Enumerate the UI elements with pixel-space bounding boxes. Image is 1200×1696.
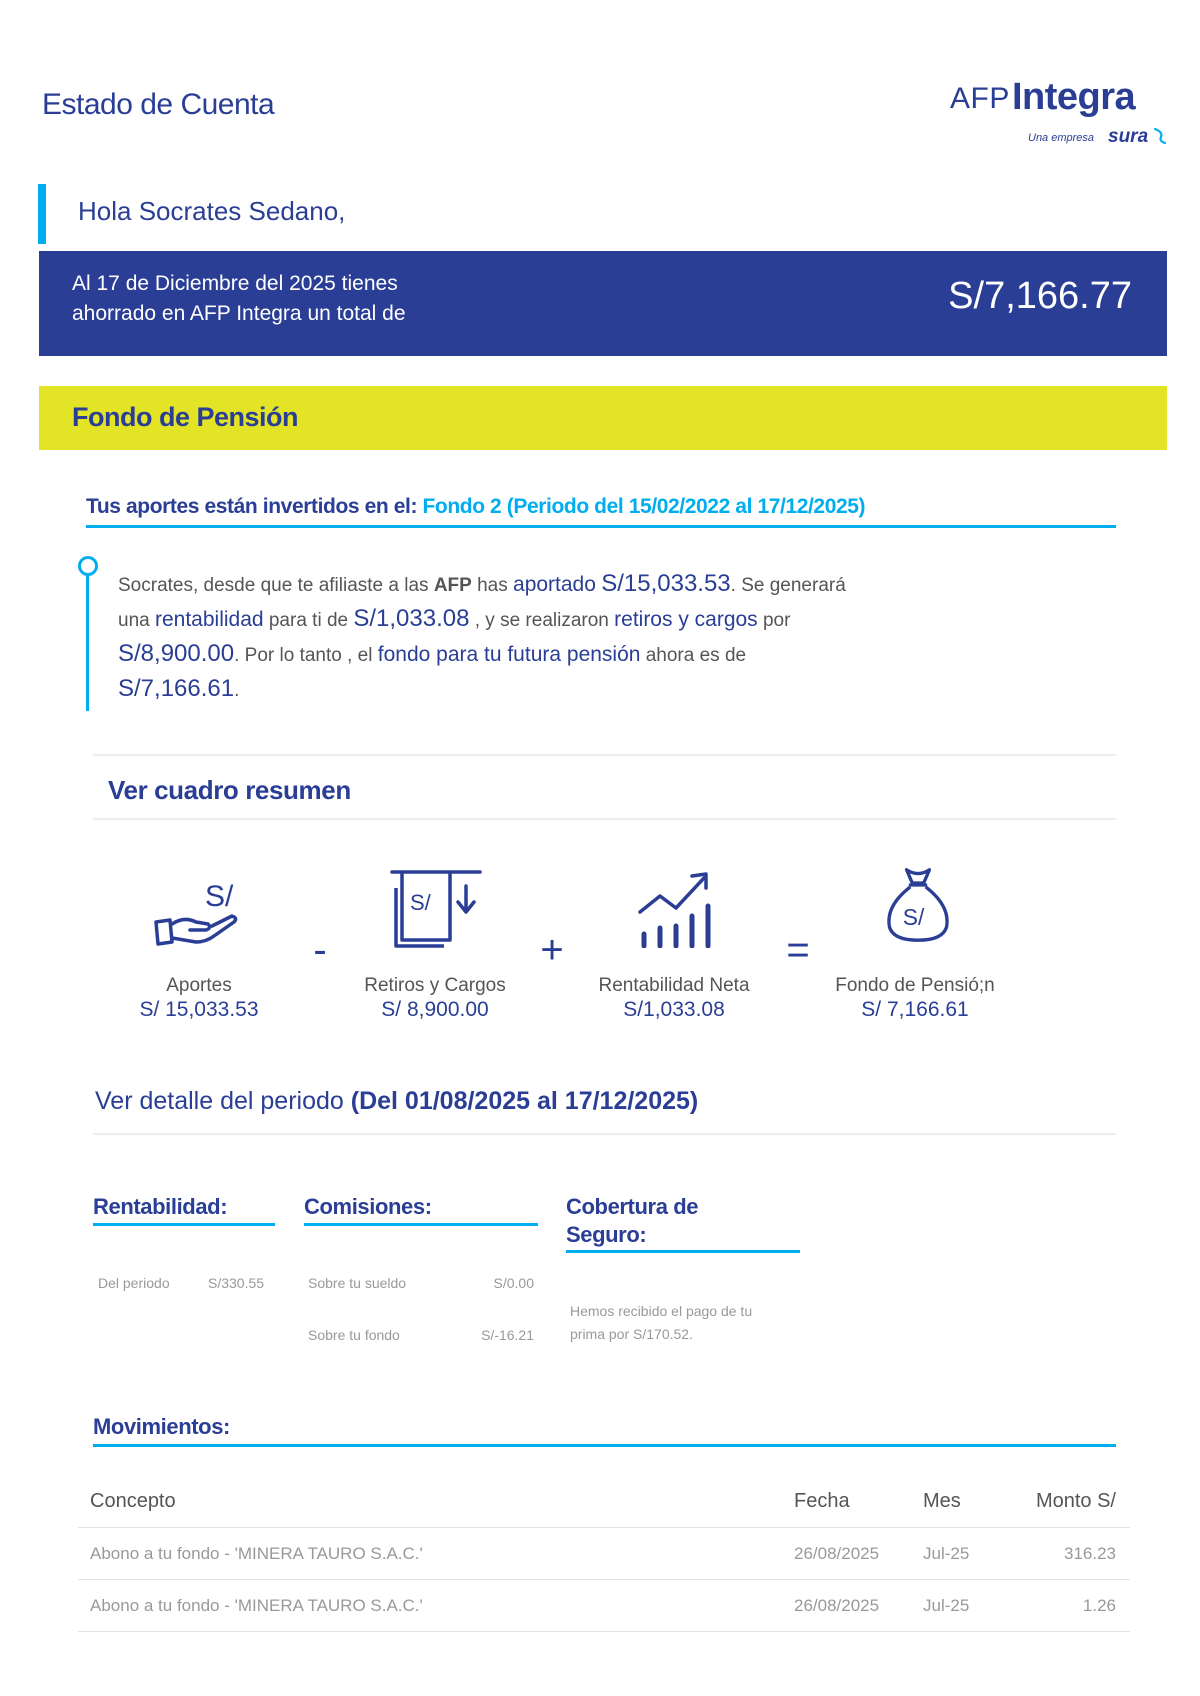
rentabilidad-label: Del periodo [98, 1275, 170, 1291]
narr-keyword: aportado [513, 573, 596, 596]
cell-mes: Jul-25 [923, 1544, 970, 1563]
summary-title-link[interactable]: Ver cuadro resumen [108, 775, 351, 805]
seguro-title [566, 1193, 698, 1249]
narrative-line-2 [118, 601, 1068, 638]
separator [93, 818, 1116, 820]
narr-amount-fondo: S/7,166.61 [118, 675, 235, 702]
investment-fund-line [86, 495, 865, 519]
icon-currency-text: S/ [205, 880, 234, 913]
balance-text-line1: Al 17 de Diciembre del 2025 tienes [72, 272, 398, 295]
summary-label-aportes: Aportes [166, 975, 232, 996]
narrative-line-3 [118, 636, 1068, 673]
equals-operator: = [786, 928, 810, 972]
movimientos-underline [93, 1444, 1116, 1447]
page-title: Estado de Cuenta [42, 88, 275, 121]
narr-text: una [118, 610, 155, 631]
summary-value-rentabilidad: S/1,033.08 [623, 998, 725, 1021]
seguro-text-line1: Hemos recibido el pago de tu [570, 1303, 753, 1319]
narrative-line-1 [118, 566, 1068, 603]
narr-afp: AFP [433, 575, 472, 596]
summary-value-aportes: S/ 15,033.53 [139, 998, 259, 1021]
narr-keyword: fondo para tu futura pensión [377, 643, 641, 666]
logo-afp-text: AFP [950, 82, 1010, 115]
greeting-accent-bar [38, 184, 46, 244]
seguro-underline [566, 1250, 800, 1253]
separator [93, 1133, 1116, 1135]
comision-fondo-value: S/-16.21 [481, 1327, 534, 1343]
balance-amount: S/7,166.77 [948, 275, 1132, 317]
cell-fecha: 26/08/2025 [794, 1596, 880, 1615]
minus-operator: - [313, 928, 327, 972]
col-header-monto: Monto S/ [1035, 1490, 1116, 1512]
sura-mark-icon [1153, 127, 1167, 145]
movimientos-title: Movimientos: [93, 1414, 230, 1439]
narr-text: ahora es de [640, 645, 747, 666]
separator [93, 754, 1116, 756]
comisiones-underline [304, 1223, 538, 1226]
narr-amount-aportado: S/15,033.53 [601, 570, 731, 597]
timeline-circle-icon [78, 556, 98, 576]
narr-text: has [471, 575, 514, 596]
cell-fecha: 26/08/2025 [794, 1544, 880, 1563]
seguro-title-line2: Seguro: [566, 1222, 647, 1247]
comision-fondo-label: Sobre tu fondo [308, 1327, 400, 1343]
fondo-section-title: Fondo de Pensión [72, 402, 298, 432]
narr-text: . Se generará [730, 575, 846, 596]
rentabilidad-title: Rentabilidad: [93, 1194, 228, 1219]
plus-operator: + [540, 928, 564, 972]
cell-monto: 1.26 [1082, 1596, 1116, 1615]
narr-text: . [234, 680, 240, 701]
summary-label-fondo: Fondo de Pensió;n [835, 975, 995, 996]
comision-sueldo-label: Sobre tu sueldo [308, 1275, 407, 1291]
period-range: (Del 01/08/2025 al 17/12/2025) [350, 1087, 699, 1115]
period-detail-link[interactable] [95, 1087, 698, 1116]
withdrawal-document-icon [388, 868, 484, 948]
invest-prefix: Tus aportes están invertidos en el: [86, 495, 418, 518]
period-prefix: Ver detalle del periodo [95, 1087, 351, 1115]
row-divider [78, 1631, 1130, 1632]
icon-currency-text: S/ [410, 890, 431, 915]
growth-chart-icon [630, 868, 726, 948]
invest-underline [86, 525, 1116, 528]
row-divider [78, 1579, 1130, 1580]
col-header-concepto: Concepto [90, 1490, 176, 1512]
cell-monto: 316.23 [1064, 1544, 1116, 1563]
hand-money-icon [150, 872, 246, 952]
narr-text: . Por lo tanto , el [234, 645, 378, 666]
logo-sura-text: sura [1108, 126, 1149, 147]
narr-amount-rentabilidad: S/1,033.08 [353, 605, 470, 632]
narr-keyword: retiros y cargos [614, 608, 758, 631]
narr-keyword: rentabilidad [154, 608, 264, 631]
afp-integra-logo [950, 76, 1168, 156]
cell-concepto: Abono a tu fondo - 'MINERA TAURO S.A.C.' [90, 1544, 423, 1563]
invest-period: (Periodo del 15/02/2022 al 17/12/2025) [506, 495, 866, 518]
col-header-fecha: Fecha [794, 1490, 850, 1512]
comision-sueldo-value: S/0.00 [493, 1275, 534, 1291]
cell-mes: Jul-25 [923, 1596, 970, 1615]
comisiones-title: Comisiones: [304, 1194, 432, 1219]
timeline-line [86, 576, 89, 711]
balance-text-line2: ahorrado en AFP Integra un total de [72, 302, 406, 325]
seguro-text-line2: prima por S/170.52. [570, 1326, 693, 1342]
narr-text: para ti de [263, 610, 354, 631]
narr-text: por [757, 610, 791, 631]
logo-integra-text: Integra [1012, 76, 1136, 118]
narr-text: , y se realizaron [469, 610, 615, 631]
rentabilidad-underline [93, 1223, 275, 1226]
summary-label-retiros: Retiros y Cargos [364, 975, 506, 996]
invest-fund: Fondo 2 [422, 495, 502, 518]
icon-currency-text: S/ [902, 903, 925, 930]
seguro-title-line1: Cobertura de [566, 1194, 699, 1219]
narrative-line-4 [118, 671, 1068, 708]
col-header-mes: Mes [923, 1490, 961, 1512]
narr-text: Socrates, desde que te afiliaste a las [118, 575, 434, 596]
summary-value-retiros: S/ 8,900.00 [381, 998, 489, 1021]
narr-amount-retiros: S/8,900.00 [118, 640, 235, 667]
rentabilidad-value: S/330.55 [208, 1275, 265, 1291]
money-bag-icon [870, 864, 966, 944]
summary-value-fondo: S/ 7,166.61 [861, 998, 969, 1021]
logo-tagline: Una empresa [1028, 132, 1095, 144]
cell-concepto: Abono a tu fondo - 'MINERA TAURO S.A.C.' [90, 1596, 423, 1615]
row-divider [78, 1527, 1130, 1528]
summary-label-rentabilidad: Rentabilidad Neta [598, 975, 750, 996]
greeting: Hola Socrates Sedano, [78, 196, 346, 226]
